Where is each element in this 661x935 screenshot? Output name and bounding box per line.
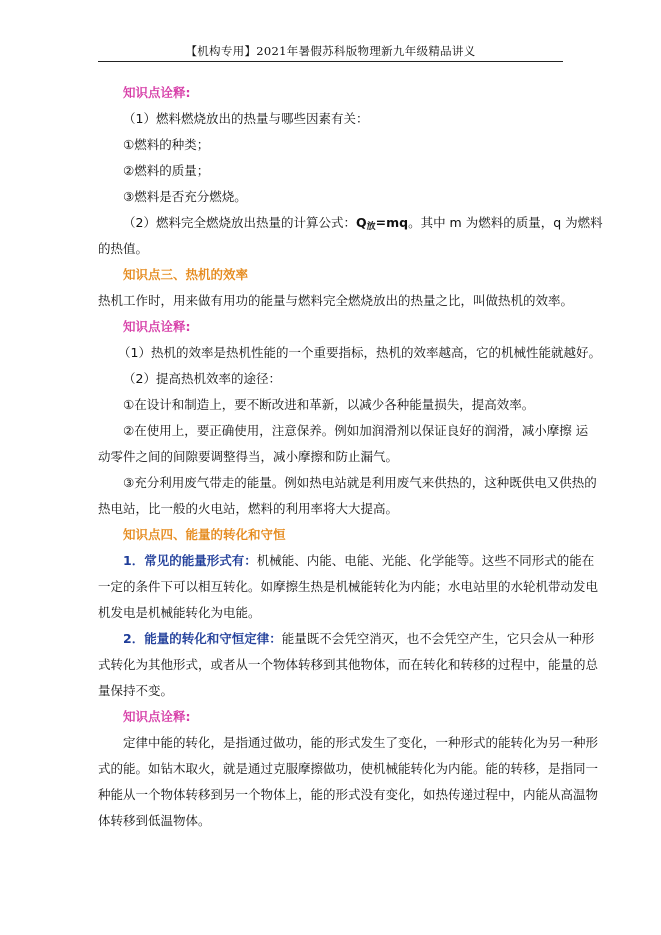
paragraph-cont: 一定的条件下可以相互转化。如摩擦生热是机械能转化为内能；水电站里的水轮机带动发电 — [98, 579, 599, 594]
page-header: 【机构专用】2021年暑假苏科版物理新九年级精品讲义 — [185, 44, 476, 58]
note-label-3: 知识点诠释: — [123, 709, 191, 724]
paragraph-formula — [98, 210, 603, 236]
paragraph: （2）提高热机效率的途径： — [123, 371, 281, 386]
paragraph-cont: 式的能。如钻木取火，就是通过克服摩擦做功，使机械能转化为内能。能的转移，是指同一 — [98, 761, 599, 776]
list-item: ①在设计和制造上，要不断改进和革新，以减少各种能量损失，提高效率。 — [123, 397, 535, 412]
paragraph-cont: 量保持不变。 — [98, 683, 174, 698]
paragraph: 定律中能的转化，是指通过做功，能的形式发生了变化，一种形式的能转化为另一种形 — [123, 735, 599, 750]
section-title-3: 知识点三、热机的效率 — [123, 267, 249, 282]
text: （2）燃料完全燃烧放出热量的计算公式： — [123, 215, 356, 230]
paragraph-cont: 的热值。 — [98, 241, 149, 256]
list-item: ②在使用上，要正确使用，注意保养。例如加润滑剂以保证良好的润滑，减小摩擦 运 — [123, 423, 589, 438]
section-title-4: 知识点四、能量的转化和守恒 — [123, 527, 286, 542]
document-body — [98, 78, 603, 834]
list-item-cont: 热电站，比一般的火电站，燃料的利用率将大大提高。 — [98, 501, 399, 516]
subheading: 1．常见的能量形式有： — [123, 553, 257, 568]
list-item-cont: 动零件之间的间隙要调整得当，减小摩擦和防止漏气。 — [98, 449, 399, 464]
paragraph: 1．常见的能量形式有：机械能、内能、电能、光能、化学能等。这些不同形式的能在 — [123, 553, 595, 568]
paragraph-cont: 种能从一个物体转移到另一个物体上，能的形式没有变化，如热传递过程中，内能从高温物 — [98, 787, 599, 802]
paragraph: （1）热机的效率是热机性能的一个重要指标，热机的效率越高，它的机械性能就越好。 — [118, 345, 601, 360]
list-item: ②燃料的质量； — [123, 163, 210, 178]
paragraph: （1）燃料燃烧放出的热量与哪些因素有关： — [123, 111, 369, 126]
note-label-1: 知识点诠释: — [123, 85, 191, 100]
paragraph: 热机工作时，用来做有用功的能量与燃料完全燃烧放出的热量之比，叫做热机的效率。 — [98, 293, 574, 308]
paragraph-cont: 机发电是机械能转化为电能。 — [98, 605, 261, 620]
formula: $Q_放=mq$ — [355, 215, 409, 232]
list-item: ③燃料是否充分燃烧。 — [123, 189, 247, 204]
paragraph-cont: 体转移到低温物体。 — [98, 813, 211, 828]
list-item: ③充分利用废气带走的能量。例如热电站就是利用废气来供热的，这种既供电又供热的 — [123, 475, 597, 490]
subheading: 2．能量的转化和守恒定律： — [123, 631, 282, 646]
note-label-2: 知识点诠释: — [123, 319, 191, 334]
paragraph: 2．能量的转化和守恒定律：能量既不会凭空消灭，也不会凭空产生，它只会从一种形 — [123, 631, 595, 646]
list-item: ①燃料的种类； — [123, 137, 210, 152]
header-divider — [98, 61, 563, 62]
paragraph-cont: 式转化为其他形式，或者从一个物体转移到其他物体，而在转化和转移的过程中，能量的总 — [98, 657, 599, 672]
text: 。其中 m 为燃料的质量，q 为燃料 — [408, 215, 603, 230]
